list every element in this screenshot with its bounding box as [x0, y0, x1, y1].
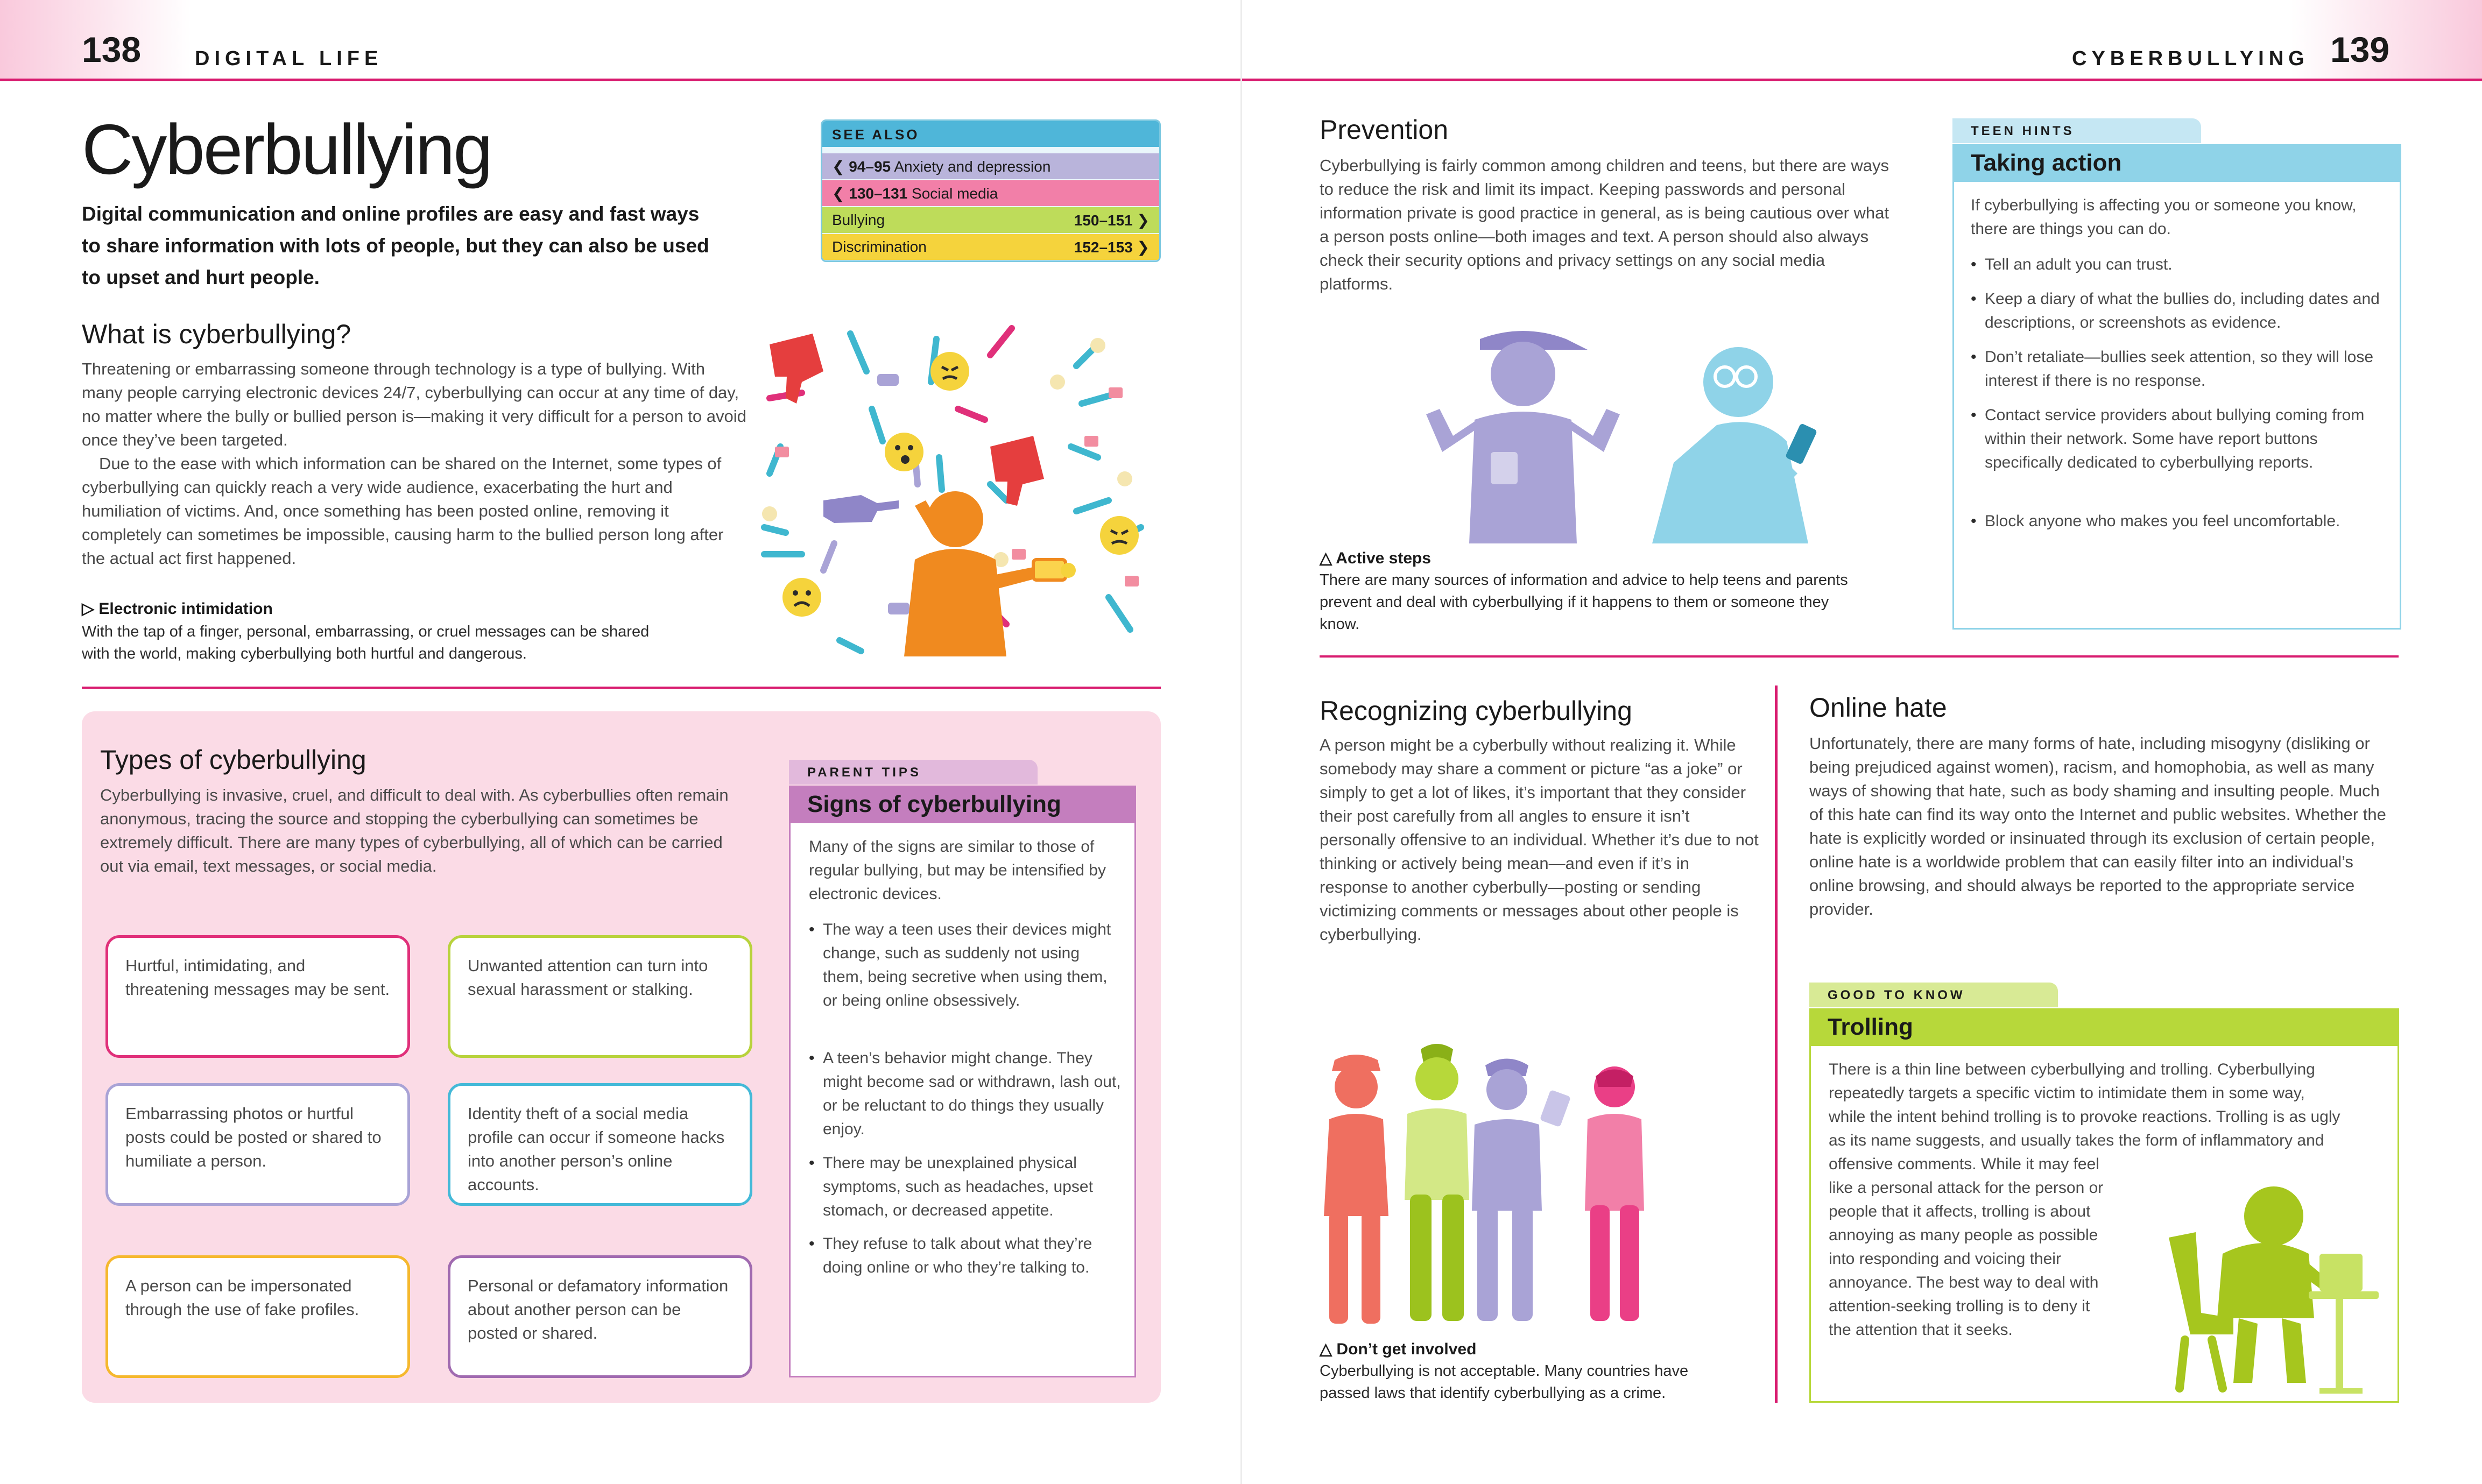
person-figure: [1405, 1044, 1469, 1321]
trolling-line: annoying as many people as possible: [1829, 1226, 2098, 1244]
page-title: Cyberbullying: [82, 110, 491, 189]
teen-hints-tab: TEEN HINTS: [1952, 118, 2201, 143]
good-to-know-title: Trolling: [1809, 1008, 2399, 1046]
intro-text: Digital communication and online profiles are easy and fast ways to share information with lots of people, but they can also be used to upset and hurt people.: [82, 203, 709, 288]
teen-hints-bullet: • Keep a diary of what the bullies do, including dates and descriptions, or screenshots as evidence.: [1971, 287, 2380, 335]
online-hate-text: Unfortunately, there are many forms of hate, including misogyny (disliking or being prejudiced against women), racism, and homophobia, as well as many ways of showing that hate, such as body shaming and insulting people. Much of this hate can find its way onto the Internet and public websites. Whether the hate is explicitly worded or insinuated through its exclusion of certain people, online hate is a worldwide problem that can easily filter into an individual’s online browsing, and should always be reported to the appropriate service provider.: [1809, 734, 2386, 918]
caption-title: △ Active steps: [1320, 549, 1432, 567]
recognizing-heading: Recognizing cyberbullying: [1320, 696, 1632, 726]
left-page-number: 138: [82, 30, 142, 69]
gutter: [1240, 0, 1242, 1484]
see-also-ref: 150–151 ❯: [1074, 212, 1150, 229]
good-to-know-tab: GOOD TO KNOW: [1809, 983, 2058, 1007]
person-figure: [1585, 1066, 1644, 1321]
types-text: Cyberbullying is invasive, cruel, and difficult to deal with. As cyberbullies often remain anonymous, tracing the source and stopping the cyberbullying can sometimes be extremely difficult. There are many types of cyberbullying, all of which can be carried out via email, text messages, or social media.: [100, 786, 729, 875]
emoji-face-icon: [782, 578, 821, 617]
trolling-line: as its name suggests, and usually takes the form of inflammatory and: [1829, 1132, 2324, 1149]
type-box: [448, 935, 752, 1058]
emoji-face-icon: [1100, 516, 1139, 555]
type-box-text: Personal or defamatory information about another person can be posted or shared.: [468, 1276, 729, 1342]
what-is-para-1: Threatening or embarrassing someone through technology is a type of bullying. With many people carrying electronic devices 24/7, cyberbullying can occur at any time of day, no matter where the bully or bullied person is—making it very difficult for a person to avoid once they’ve been targeted.: [82, 359, 746, 449]
trolling-line: annoyance. The best way to deal with: [1829, 1274, 2099, 1291]
see-also-box: [821, 119, 1161, 262]
person-figure: [1472, 1059, 1571, 1322]
trolling-line: There is a thin line between cyberbullying and trolling. Cyberbullying: [1829, 1061, 2315, 1078]
teen-hints-intro: If cyberbullying is affecting you or someone you know, there are things you can do.: [1971, 196, 2357, 238]
parent-tips-title: Signs of cyberbullying: [789, 786, 1136, 823]
parent-tips-bullet: • There may be unexplained physical symptoms, such as headaches, upset stomach, or decreased appetite.: [809, 1151, 1121, 1222]
type-box: [448, 1083, 752, 1206]
emoji-face-icon: [885, 433, 923, 471]
see-also-link[interactable]: [822, 234, 1159, 260]
type-box: [448, 1255, 752, 1378]
prevention-text: Cyberbullying is fairly common among children and teens, but there are ways to reduce the risk and limit its impact. Keeping passwords and personal information private is good practice in general, as is being cautious over what a person posts online—both images and text. A person should also always check their security options and privacy settings on any social media platforms.: [1320, 156, 1889, 293]
left-running-head: DIGITAL LIFE: [195, 47, 383, 70]
pointing-hand-icon: [823, 495, 899, 523]
type-box: [105, 1255, 410, 1378]
parent-tips-tab: PARENT TIPS: [789, 760, 1038, 785]
see-also-ref: ❮ 94–95: [832, 158, 891, 175]
see-also-label: Bullying: [832, 211, 885, 228]
what-is-heading: What is cyberbullying?: [82, 319, 351, 349]
parent-tips-bullet: • The way a teen uses their devices might change, such as suddenly not using them, being secretive when using them, or being online obsessively.: [809, 918, 1121, 1013]
troll-figure: [2169, 1186, 2336, 1388]
parent-tips-intro: Many of the signs are similar to those of regular bullying, but may be intensified by electronic devices.: [809, 838, 1106, 903]
trolling-line: while the intent behind trolling is to provoke reactions. Trolling is as ugly: [1829, 1108, 2340, 1126]
trolling-line: attention-seeking trolling is to deny it: [1829, 1297, 2090, 1315]
parent-tips-bullet: • A teen’s behavior might change. They might become sad or withdrawn, lash out, or be reluctant to do things they usually enjoy.: [809, 1047, 1121, 1141]
caption-text: Cyberbullying is not acceptable. Many countries have passed laws that identify cyberbullying as a crime.: [1320, 1362, 1689, 1402]
types-heading: Types of cyberbullying: [100, 745, 366, 775]
emoji-face-icon: [1061, 563, 1076, 578]
person-figure: [1324, 1055, 1388, 1324]
trolling-line: repeatedly targets a specific victim to intimidate them in some way,: [1829, 1084, 2305, 1102]
section-divider: [1320, 655, 2399, 658]
type-box-text: Embarrassing photos or hurtful posts could be posted or shared to humiliate a person.: [125, 1104, 382, 1170]
right-page-number: 139: [2330, 30, 2390, 69]
teen-hints-bullet: • Tell an adult you can trust.: [1971, 253, 2380, 277]
phone-icon: [1033, 560, 1066, 580]
see-also-label: Anxiety and depression: [894, 158, 1051, 175]
prevention-heading: Prevention: [1320, 115, 1449, 145]
trolling-line: offensive comments. While it may feel: [1829, 1155, 2099, 1173]
header-rule-left: [0, 79, 1240, 81]
person-figure: [1426, 331, 1620, 543]
see-also-heading: SEE ALSO: [822, 121, 1159, 147]
emoji-face-icon: [930, 352, 969, 391]
person-figure: [904, 491, 1047, 656]
column-divider: [1775, 686, 1778, 1403]
see-also-link[interactable]: [822, 207, 1159, 233]
see-also-ref: 152–153 ❯: [1074, 239, 1150, 256]
type-box-text: Unwanted attention can turn into sexual harassment or stalking.: [468, 956, 708, 999]
what-is-para-2: Due to the ease with which information can be shared on the Internet, some types of cyberbullying can quickly reach a very wide audience, exacerbating the hurt and humiliation of victims. And, once something has been posted online, removing it completely can sometimes be impossible, causing harm to the bullied person long after the actual act first happened.: [82, 454, 724, 568]
type-box: [105, 1083, 410, 1206]
type-box-text: Hurtful, intimidating, and threatening messages may be sent.: [125, 956, 390, 999]
thumbs-down-icon: [770, 334, 823, 404]
see-also-label: Discrimination: [832, 238, 927, 255]
see-also-label: Social media: [912, 185, 998, 202]
caption-title: ▷ Electronic intimidation: [82, 600, 273, 618]
teen-hints-bullet: • Contact service providers about bullying coming from within their network. Some have report buttons specifically dedicated to cyberbullying reports.: [1971, 404, 2380, 475]
see-also-ref: ❮ 130–131: [832, 185, 908, 202]
trolling-line: the attention that it seeks.: [1829, 1321, 2013, 1339]
recognizing-text: A person might be a cyberbully without realizing it. While somebody may share a comment or picture “as a joke” or simply to get a lot of likes, it’s important that they consider their post carefully from all angles to ensure it isn’t personally offensive to an individual. Whether it’s due to not thinking or actively being mean—and even if it’s in response to another cyberbully—posting or sending victimizing comments or messages about other people is cyberbullying.: [1320, 736, 1759, 944]
caption-text: There are many sources of information and advice to help teens and parents prevent and deal with cyberbullying if it happens to them or someone they know.: [1320, 571, 1848, 633]
type-box: [105, 935, 410, 1058]
parent-tips-bullet: • They refuse to talk about what they’re doing online or who they’re talking to.: [809, 1232, 1121, 1280]
trolling-illustration: [2158, 1173, 2384, 1399]
teen-hints-bullet: • Don’t retaliate—bullies seek attention, so they will lose interest if there is no response.: [1971, 345, 2380, 393]
dont-get-involved-illustration: [1313, 1038, 1647, 1329]
right-running-head: CYBERBULLYING: [2072, 47, 2309, 70]
trolling-line: into responding and voicing their: [1829, 1250, 2061, 1268]
trolling-line: like a personal attack for the person or: [1829, 1179, 2104, 1197]
online-hate-heading: Online hate: [1809, 692, 1947, 723]
person-figure: [1652, 347, 1808, 543]
active-steps-illustration: [1415, 323, 1846, 549]
pointing-hand-icon: [877, 374, 909, 614]
teen-hints-title: Taking action: [1952, 144, 2401, 182]
intimidation-illustration: [753, 323, 1162, 656]
trolling-line: people that it affects, trolling is about: [1829, 1203, 2091, 1220]
see-also-link[interactable]: [822, 153, 1159, 179]
caption-title: △ Don’t get involved: [1320, 1340, 1477, 1358]
see-also-link[interactable]: [822, 180, 1159, 206]
caption-text: With the tap of a finger, personal, embarrassing, or cruel messages can be shared with the world, making cyberbullying both hurtful and dangerous.: [82, 623, 650, 662]
type-box-text: A person can be impersonated through the use of fake profiles.: [125, 1276, 359, 1319]
header-rule-right: [1242, 79, 2482, 81]
phone-icon: [1785, 423, 1817, 465]
type-box-text: Identity theft of a social media profile can occur if someone hacks into another person’s online accounts.: [468, 1104, 725, 1194]
section-divider: [82, 687, 1161, 689]
teen-hints-bullet: • Block anyone who makes you feel uncomfortable.: [1971, 510, 2380, 533]
